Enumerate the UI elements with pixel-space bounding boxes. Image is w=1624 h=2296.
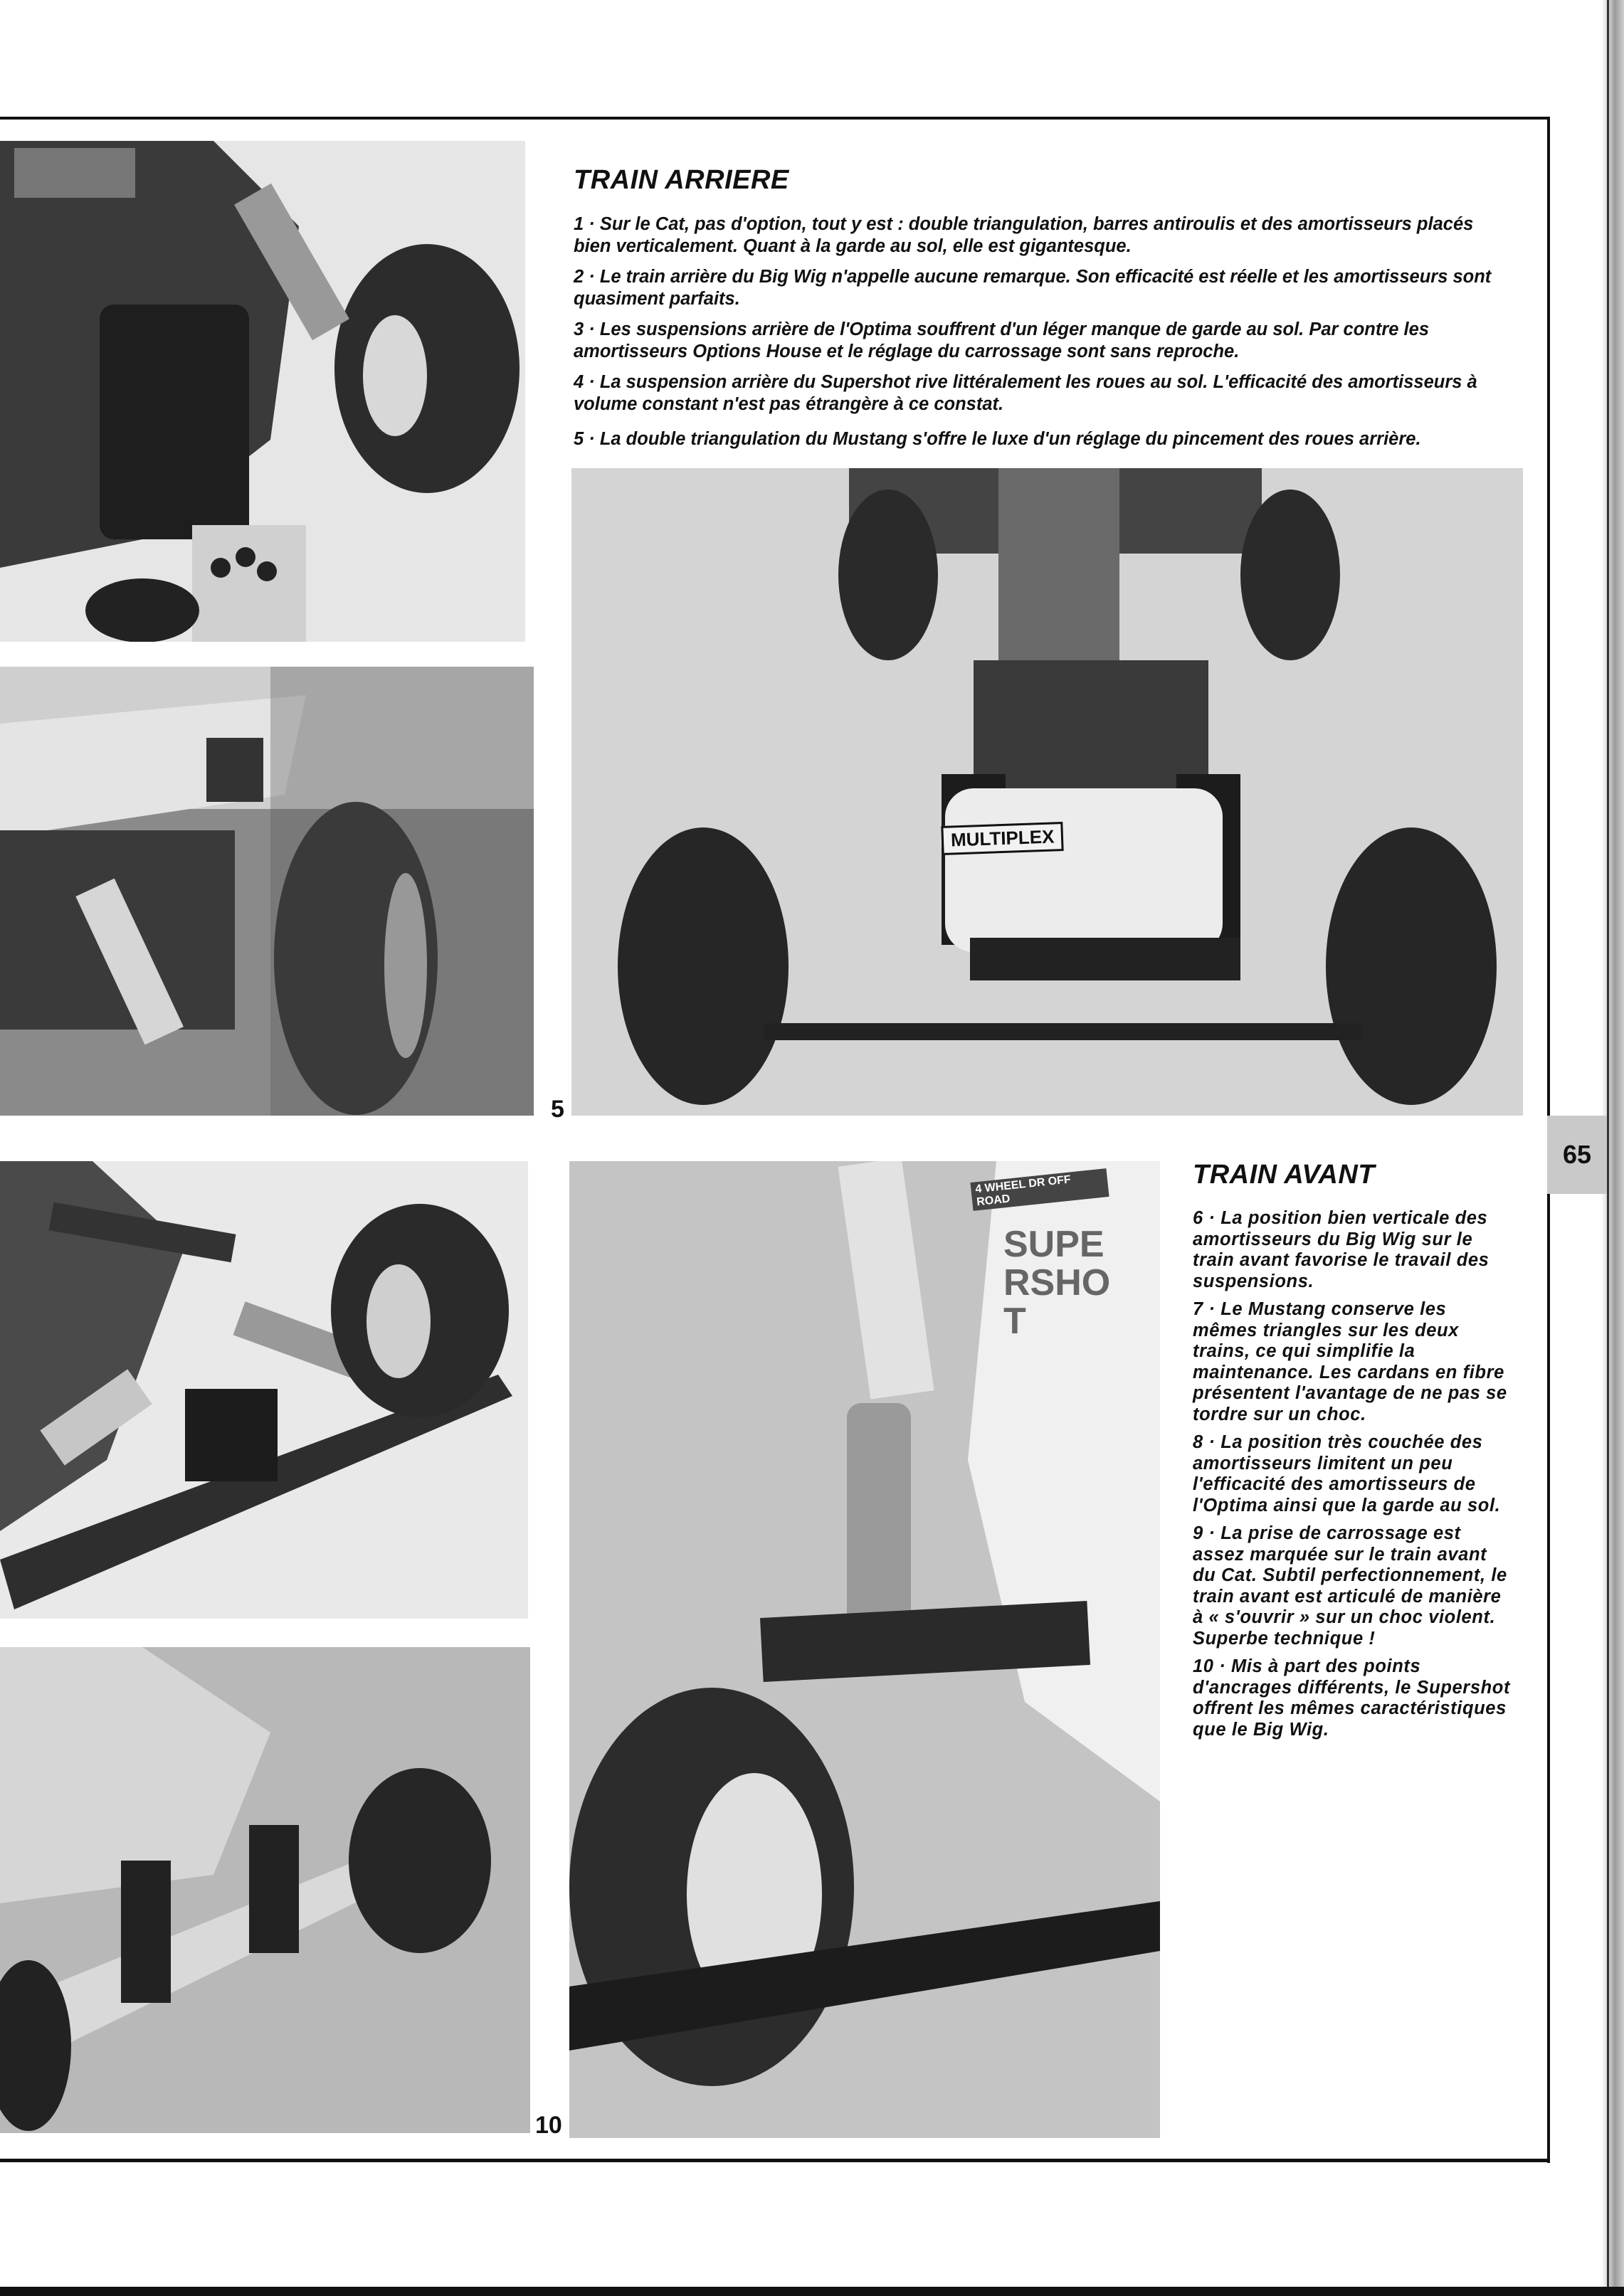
photo-number-5: 5	[551, 1096, 564, 1123]
caption-5: 5 · La double triangulation du Mustang s'offre le luxe d'un réglage du pincement des roues arrière.	[574, 429, 1421, 449]
photo-big-wig	[0, 667, 534, 1116]
photo-supershot-front	[569, 1161, 1160, 2138]
front-captions	[1193, 1208, 1513, 1747]
spine-edge	[1607, 0, 1609, 2296]
page-number-tab: 65	[1547, 1116, 1607, 1194]
photo-optima-front	[0, 1647, 530, 2133]
multiplex-sticker: MULTIPLEX	[941, 822, 1064, 855]
frame-bottom-rule	[0, 2159, 1550, 2162]
photo-mustang-front	[0, 1161, 528, 1619]
supershot-logo-tagline: 4 WHEEL DR OFF ROAD	[970, 1168, 1109, 1211]
caption-4: 4 · La suspension arrière du Supershot rive littéralement les roues au sol. L'efficacité des amortisseurs à volume constant n'est pas étrangère à ce constat.	[574, 372, 1477, 414]
caption-9: 9 · La prise de carrossage est assez marquée sur le train avant du Cat. Subtil perfectionnement, le train avant est articulé de manière à « s'ouvrir » sur un choc violent. Superbe technique !	[1193, 1523, 1507, 1649]
caption-1: 1 · Sur le Cat, pas d'option, tout y est : double triangulation, barres antiroulis et des amortisseurs placés bien verticalement. Quant à la garde au sol, elle est gigantesque.	[574, 214, 1474, 256]
photo-number-10: 10	[535, 2112, 562, 2139]
caption-3: 3 · Les suspensions arrière de l'Optima souffrent d'un léger manque de garde au sol. Par contre les amortisseurs Options House et le réglage du carrossage sont sans reproche.	[574, 319, 1429, 361]
photo-supershot-rear	[571, 468, 1523, 1116]
page-bottom-edge	[0, 2287, 1624, 2296]
rear-section-title: TRAIN ARRIERE	[574, 165, 789, 195]
supershot-logo: SUPERSHOT	[1003, 1224, 1111, 1342]
rear-captions	[574, 213, 1513, 459]
caption-10: 10 · Mis à part des points d'ancrages différents, le Supershot offrent les mêmes caractéristiques que le Big Wig.	[1193, 1656, 1511, 1740]
caption-6: 6 · La position bien verticale des amortisseurs du Big Wig sur le train avant favorise le travail des suspensions.	[1193, 1208, 1489, 1291]
caption-7: 7 · Le Mustang conserve les mêmes triangles sur les deux trains, ce qui simplifie la maintenance. Les cardans en fibre présentent l'avantage de ne pas se tordre sur un choc.	[1193, 1299, 1507, 1424]
caption-2: 2 · Le train arrière du Big Wig n'appelle aucune remarque. Son efficacité est réelle et les amortisseurs sont quasiment parfaits.	[574, 267, 1492, 309]
front-section-title: TRAIN AVANT	[1193, 1160, 1375, 1190]
frame-top-rule	[0, 117, 1550, 120]
photo-rear-cat	[0, 141, 525, 642]
caption-8: 8 · La position très couchée des amortisseurs limitent un peu l'efficacité des amortisseurs de l'Optima ainsi que la garde au sol.	[1193, 1432, 1501, 1515]
